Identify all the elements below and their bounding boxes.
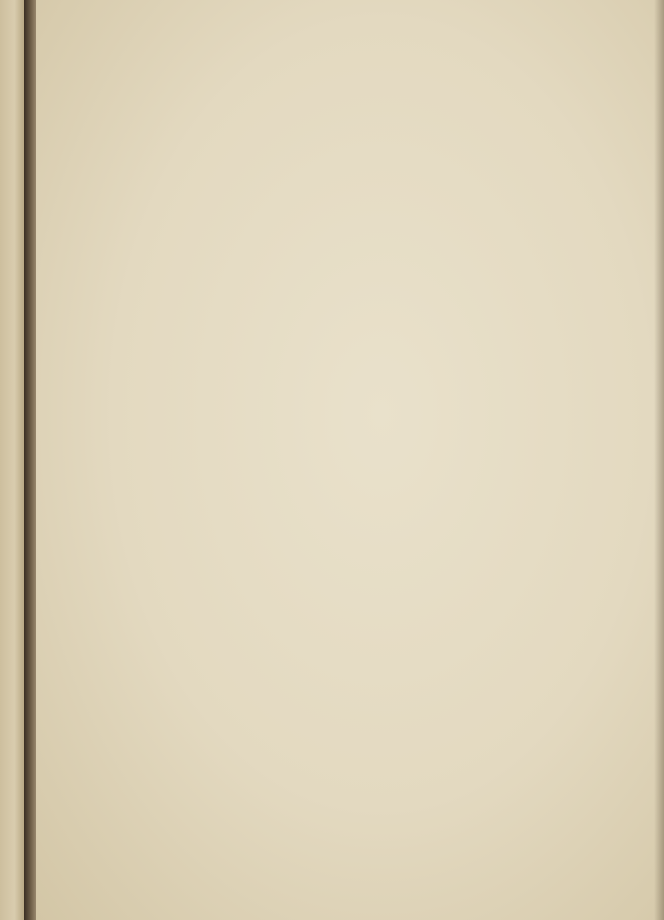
page-text-block [56, 40, 544, 112]
facing-page-edge [0, 0, 24, 920]
page-edge-shadow [654, 0, 664, 920]
page-footer [56, 86, 544, 112]
book-page [36, 0, 664, 920]
page-header [56, 40, 544, 72]
